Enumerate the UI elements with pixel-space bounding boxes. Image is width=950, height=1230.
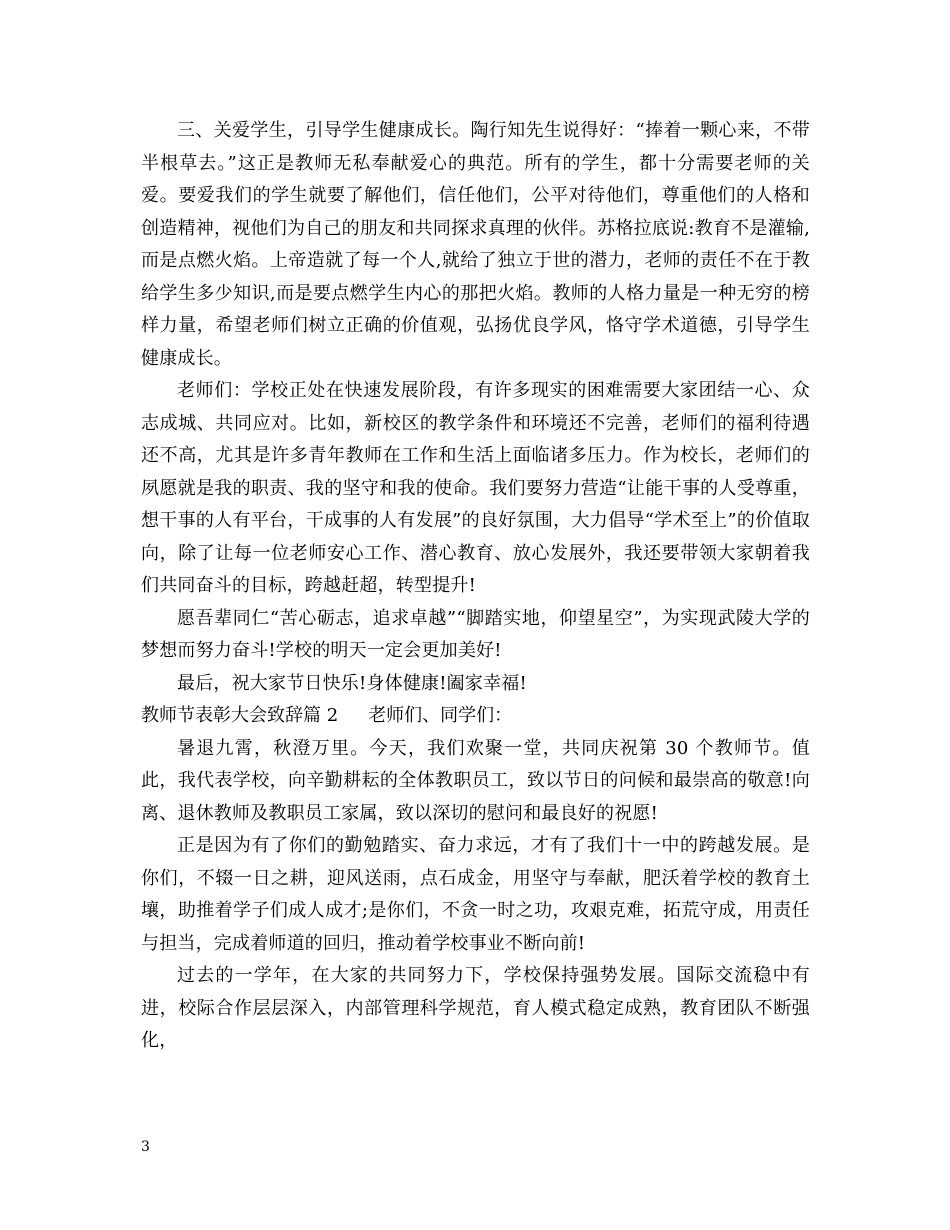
- paragraph-aspiration: 愿吾辈同仁“苦心砺志，追求卓越”“脚踏实地，仰望星空”，为实现武陵大学的梦想而努力奋斗!学校的明天一定会更加美好!: [141, 607, 810, 661]
- paragraph-teacher-dedication: 正是因为有了你们的勤勉踏实、奋力求远，才有了我们十一中的跨越发展。是你们，不辍一日之耕，迎风送雨，点石成金，用坚守与奉献，肥沃着学校的教育土壤，助推着学子们成人成才;是你们，不贪一时之功，攻艰克难，拓荒守成，用责任与担当，完成着师道的回归，推动着学校事业不断向前!: [141, 835, 810, 954]
- paragraph-care-for-students: 三、关爱学生，引导学生健康成长。陶行知先生说得好：“捧着一颗心来，不带半根草去。”这正是教师无私奉献爱心的典范。所有的学生，都十分需要老师的关爱。要爱我们的学生就要了解他们，信任他们，公平对待他们，尊重他们的人格和创造精神，视他们为自己的朋友和共同探求真理的伙伴。苏格拉底说:教育不是灌输,而是点燃火焰。上帝造就了每一个人,就给了独立于世的潜力，老师的责任不在于教给学生多少知识,而是要点燃学生内心的那把火焰。教师的人格力量是一种无穷的榜样力量，希望老师们树立正确的价值观，弘扬优良学风，恪守学术道德，引导学生健康成长。: [141, 120, 810, 369]
- section-title: 教师节表彰大会致辞篇 2: [141, 705, 339, 726]
- page-number: 3: [141, 1139, 150, 1155]
- document-body: [141, 115, 810, 1058]
- paragraph-teachers-address: 老师们：学校正处在快速发展阶段，有许多现实的困难需要大家团结一心、众志成城、共同应对。比如，新校区的教学条件和环境还不完善，老师们的福利待遇还不高，尤其是许多青年教师在工作和生活上面临诸多压力。作为校长，老师们的夙愿就是我的职责、我的坚守和我的使命。我们要努力营造“让能干事的人受尊重，想干事的人有平台，干成事的人有发展”的良好氛围，大力倡导“学术至上”的价值取向，除了让每一位老师安心工作、潜心教育、放心发展外，我还要带领大家朝着我们共同奋斗的目标，跨越赶超，转型提升!: [141, 380, 810, 596]
- section-salutation: 老师们、同学们：: [368, 705, 513, 726]
- paragraph-past-year-review: 过去的一学年，在大家的共同努力下，学校保持强势发展。国际交流稳中有进，校际合作层层深入，内部管理科学规范，育人模式稳定成熟，教育团队不断强化，: [141, 965, 810, 1051]
- paragraph-closing-wishes: 最后，祝大家节日快乐!身体健康!阖家幸福!: [177, 672, 527, 694]
- section-heading: [141, 700, 810, 733]
- paragraph-celebration-opening: 暑退九霄，秋澄万里。今天，我们欢聚一堂，共同庆祝第 30 个教师节。值此，我代表学校，向辛勤耕耘的全体教职员工，致以节日的问候和最崇高的敬意!向离、退休教师及教职员工家属，致以深切的慰问和最良好的祝愿!: [141, 737, 810, 824]
